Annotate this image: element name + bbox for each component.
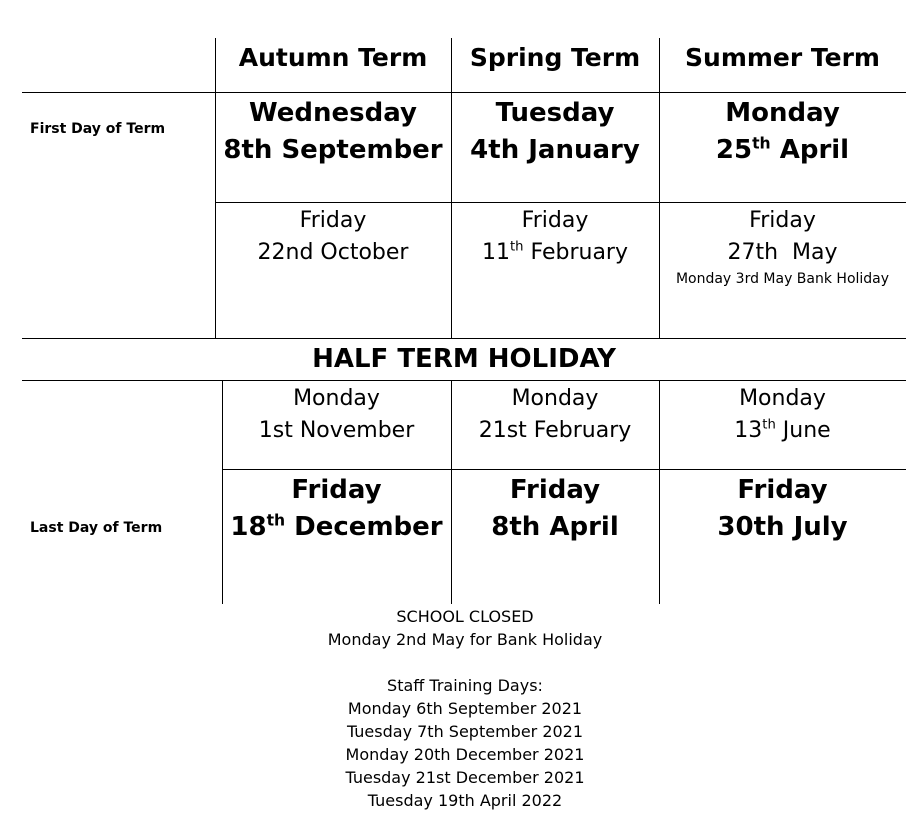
half-term-end-spring-date: 21st February: [478, 418, 632, 443]
row-label-last-day: Last Day of Term: [30, 520, 163, 536]
divider-first-day: [215, 202, 906, 203]
first-day-autumn: [215, 95, 451, 169]
last-day-summer-day: Friday: [737, 475, 828, 505]
training-day: Monday 6th September 2021: [347, 699, 583, 718]
last-day-summer: [659, 472, 906, 546]
col-divider-2-top: [451, 38, 452, 338]
last-day-spring: [451, 472, 659, 546]
half-term-end-autumn-date: 1st November: [258, 418, 415, 443]
first-day-autumn-date: 8th September: [223, 135, 443, 165]
col-divider-1-top: [215, 38, 216, 338]
training-day: Monday 20th December 2021: [345, 745, 585, 764]
half-term-start-autumn-day: Friday: [299, 208, 367, 233]
header-autumn-term: Autumn Term: [238, 43, 428, 72]
training-days-title: Staff Training Days:: [387, 676, 543, 695]
divider-last-day: [222, 469, 906, 470]
half-term-holiday-label: HALF TERM HOLIDAY: [312, 344, 616, 374]
first-day-spring-day: Tuesday: [495, 98, 615, 128]
half-term-end-spring-day: Monday: [511, 386, 599, 411]
last-day-autumn-day: Friday: [291, 475, 382, 505]
first-day-spring: [451, 95, 659, 169]
last-day-autumn-date: 18th December: [230, 511, 443, 542]
training-day: Tuesday 19th April 2022: [367, 791, 563, 810]
half-term-start-summer: [659, 205, 906, 289]
first-day-summer-date: 25th April: [715, 134, 850, 165]
school-closed-title: SCHOOL CLOSED: [396, 607, 534, 626]
last-day-summer-date: 30th July: [717, 512, 848, 542]
first-day-autumn-day: Wednesday: [249, 98, 417, 128]
row-label-first-day: First Day of Term: [30, 121, 166, 137]
header-spring-term: Spring Term: [469, 43, 641, 72]
last-day-spring-day: Friday: [509, 475, 601, 505]
first-day-spring-date: 4th January: [470, 135, 640, 165]
bank-holiday-note: Monday 3rd May Bank Holiday: [675, 271, 890, 287]
col-divider-3-top: [659, 38, 660, 338]
header-summer-term: Summer Term: [685, 43, 880, 72]
first-day-summer: [659, 95, 906, 169]
half-term-start-autumn: [215, 205, 451, 269]
half-term-start-autumn-date: 22nd October: [257, 240, 409, 265]
half-term-end-autumn-day: Monday: [293, 386, 380, 411]
school-closed-detail: Monday 2nd May for Bank Holiday: [327, 630, 603, 649]
half-term-end-summer-date: 13th June: [734, 417, 831, 443]
training-day: Tuesday 7th September 2021: [346, 722, 584, 741]
half-term-end-autumn: [222, 383, 451, 447]
half-term-end-summer-day: Monday: [739, 386, 826, 411]
first-day-summer-day: Monday: [725, 98, 840, 128]
footer-spacer: [200, 651, 730, 674]
divider-half-term-top: [22, 338, 906, 339]
last-day-spring-date: 8th April: [491, 512, 619, 542]
half-term-start-spring-day: Friday: [521, 208, 589, 233]
half-term-end-spring: [451, 383, 659, 447]
last-day-autumn: [222, 472, 451, 546]
closure-notes: [200, 605, 730, 812]
divider-header: [22, 92, 906, 93]
divider-half-term-bottom: [22, 380, 906, 381]
half-term-start-spring-date: 11th February: [481, 239, 628, 265]
training-day: Tuesday 21st December 2021: [345, 768, 585, 787]
half-term-start-summer-date: 27th May: [727, 240, 838, 265]
half-term-start-spring: [451, 205, 659, 269]
half-term-start-summer-day: Friday: [749, 208, 816, 233]
half-term-end-summer: [659, 383, 906, 447]
